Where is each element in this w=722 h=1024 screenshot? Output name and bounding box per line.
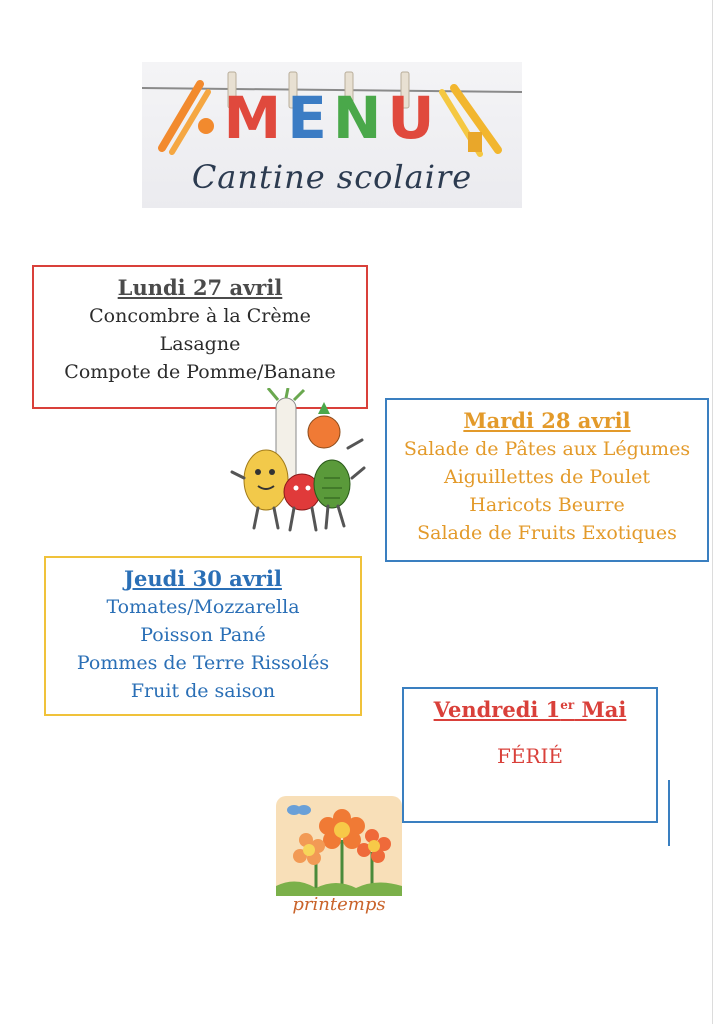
menu-item: Concombre à la Crème: [89, 305, 311, 327]
menu-box-vendredi: [402, 687, 658, 823]
menu-item: Haricots Beurre: [469, 494, 625, 516]
flowers-icon: [276, 796, 402, 896]
spring-flowers-illustration: [276, 796, 402, 924]
menu-letter: U: [387, 84, 441, 152]
menu-box-jeudi: [44, 556, 362, 716]
vegetable-characters-illustration: [228, 388, 368, 538]
day-title: [404, 697, 656, 722]
menu-item: Salade de Fruits Exotiques: [417, 522, 677, 544]
page-edge-line: [712, 0, 713, 1024]
menu-item: Salade de Pâtes aux Légumes: [403, 438, 691, 460]
menu-letter: E: [287, 84, 333, 152]
menu-title: [202, 86, 462, 150]
page-subtitle: Cantine scolaire: [191, 158, 473, 196]
menu-box-mardi: [385, 398, 709, 562]
day-title-text: Vendredi 1: [433, 697, 561, 722]
menu-item: Aiguillettes de Poulet: [443, 466, 651, 488]
menu-item: Fruit de saison: [130, 680, 276, 702]
menu-item: Compote de Pomme/Banane: [64, 361, 336, 383]
day-title: Jeudi 30 avril: [124, 566, 282, 591]
day-title-month: Mai: [574, 697, 627, 722]
day-title: Lundi 27 avril: [117, 275, 283, 300]
menu-letter: N: [332, 84, 388, 152]
holiday-note: FÉRIÉ: [496, 744, 564, 768]
menu-item: Pommes de Terre Rissolés: [76, 652, 330, 674]
box-accent-line: [668, 780, 670, 846]
day-title-ordinal: er: [560, 698, 575, 712]
spring-caption: printemps: [292, 894, 386, 915]
menu-item: Lasagne: [159, 333, 241, 355]
menu-item: Poisson Pané: [140, 624, 266, 646]
menu-item: Tomates/Mozzarella: [106, 596, 300, 618]
menu-banner: [142, 62, 522, 208]
day-title: Mardi 28 avril: [463, 408, 631, 433]
menu-letter: M: [223, 84, 288, 152]
